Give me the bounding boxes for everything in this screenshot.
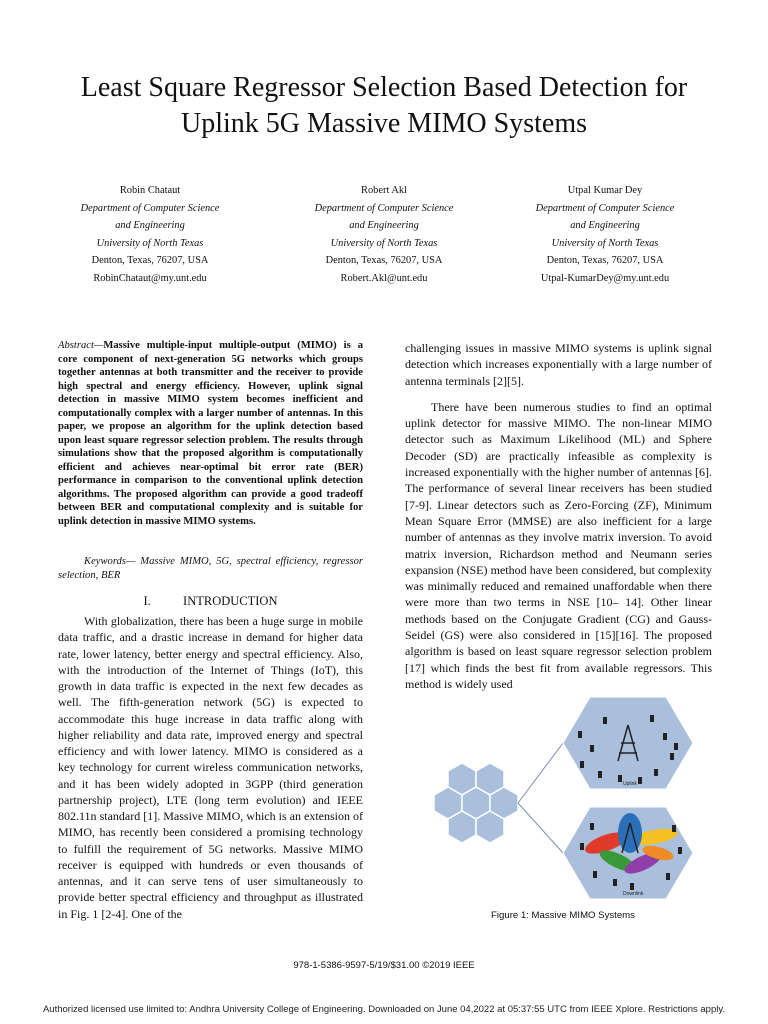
author-dept-cont: and Engineering	[570, 220, 640, 231]
author-dept: Department of Computer Science	[80, 202, 220, 214]
author-email: Utpal-KumarDey@my.unt.edu	[540, 272, 670, 284]
intro-paragraph-1: With globalization, there has been a huge surge in mobile data traffic, and a drastic increase in demand for higher data rate, lower latency, better energy and spectral efficiency. Also, with the introduction of the Internet of Things (IoT), this growth in data traffic is expected in the next few decades as well. The fifth-generation network (5G) is expected to accommodate this huge increase in data traffic along with higher reliability and data rate, improved energy and spectral efficiency and with lower latency. MIMO is considered as a key technology for current wireless communication networks, and it has been widely adopted in 3GPP (third generation partnership project), LTE (long term evolution) and IEEE 802.11n standard [1]. Massive MIMO, which is an extension of MIMO, has recently been considered a promising technology to fulfill the requirement of 5G networks. Massive MIMO receiver is equipped with hundreds or even thousands of antennas, and it can serve tens of user simultaneously to provide better spectral efficiency and throughput as illustrated in Fig. 1 [2-4]. One of the	[58, 614, 363, 921]
intro-paragraph-2: There have been numerous studies to find an optimal uplink detector for massive MIMO. The non-linear MIMO detector such as Maximum Likelihood (ML) and Sphere Decoder (SD) are practically infeasible as complexity is increased exponentially with the higher number of antennas [6]. The performance of several linear receivers has been studied [7-9]. Linear detectors such as Zero-Forcing (ZF), Minimum Mean Square Error (MMSE) are also inefficient for a large number of antennas as they involve matrix inversion. To avoid matrix inversion, Richardson method and Neumann series expansion (NSE) method have been considered, but complexity was minimally reduced and remained unaffordable when there were more than two terms in NSE [10– 14]. Other linear methods based on the Conjugate Gradient (CG) and Gauss-Seidel (GS) were also considered in [15][16]. The proposed algorithm is based on least square regressor selection problem [17] which finds the best fit from available regressors. This method is widely used	[405, 399, 712, 691]
abstract-label: Abstract—	[58, 340, 104, 351]
intro-left-column	[58, 613, 363, 922]
section-heading	[58, 594, 363, 609]
author-name: Robin Chataut	[119, 185, 181, 196]
author-dept: Department of Computer Science	[314, 202, 454, 214]
uplink-label: Uplink	[623, 781, 637, 787]
author-block-1	[40, 182, 260, 287]
downlink-label: Downlink	[623, 891, 644, 897]
license-notice: Authorized licensed use limited to: Andhra University College of Engineering. Downloaded on June 04,2022 at 05:37:55 UTC from IEEE Xplore. Restrictions apply.	[42, 1004, 726, 1015]
title-line-1: Least Square Regressor Selection Based Detection for	[80, 72, 688, 103]
keywords-text: Keywords— Massive MIMO, 5G, spectral efficiency, regressor selection, BER	[58, 556, 363, 581]
hex-cluster-icon	[434, 763, 518, 843]
author-dept-cont: and Engineering	[349, 220, 419, 231]
author-university: University of North Texas	[330, 237, 438, 249]
author-university: University of North Texas	[96, 237, 204, 249]
author-address: Denton, Texas, 76207, USA	[91, 255, 209, 266]
downlink-cell-icon	[563, 807, 693, 899]
author-dept-cont: and Engineering	[115, 220, 185, 231]
intro-paragraph-1-continued: challenging issues in massive MIMO systems is uplink signal detection which increases exponentially with a large number of antenna terminals [2][5].	[405, 341, 712, 388]
author-address: Denton, Texas, 76207, USA	[325, 255, 443, 266]
intro-right-column	[405, 340, 712, 692]
section-number: I.	[143, 594, 151, 608]
author-block-3	[495, 182, 715, 287]
keywords	[58, 555, 363, 582]
figure-caption: Figure 1: Massive MIMO Systems	[491, 910, 635, 921]
abstract	[58, 339, 363, 528]
author-address: Denton, Texas, 76207, USA	[546, 255, 664, 266]
author-email: RobinChataut@my.unt.edu	[93, 272, 207, 284]
abstract-text: Massive multiple-input multiple-output (MIMO) is a core component of next-generation 5G networks which groups together antennas at both transmitter and the receiver to provide high spectral and energy efficiency. However, uplink signal detection in massive MIMO system becomes inefficient and computationally complex with a larger number of antennas. In this paper, we propose an algorithm for the uplink detection based upon least square regressor selection problem. The results through simulations show that the proposed algorithm is computationally efficient and achieves near-optimal bit error rate (BER) performance in comparison to the conventional uplink detection algorithms. The proposed algorithm can provide a good tradeoff between BER and computational complexity and is suitable for uplink detection in massive MIMO systems.	[58, 340, 363, 527]
author-name: Utpal Kumar Dey	[567, 185, 643, 196]
paper-title	[30, 70, 738, 142]
section-title: INTRODUCTION	[183, 594, 278, 608]
author-dept: Department of Computer Science	[535, 202, 675, 214]
author-email: Robert.Akl@unt.edu	[340, 272, 428, 284]
uplink-cell-icon	[563, 697, 693, 789]
title-line-2: Uplink 5G Massive MIMO Systems	[180, 108, 587, 139]
author-block-2	[274, 182, 494, 287]
massive-mimo-figure	[418, 693, 708, 903]
copyright-footer: 978-1-5386-9597-5/19/$31.00 ©2019 IEEE	[293, 960, 475, 971]
author-university: University of North Texas	[551, 237, 659, 249]
author-name: Robert Akl	[361, 185, 407, 196]
